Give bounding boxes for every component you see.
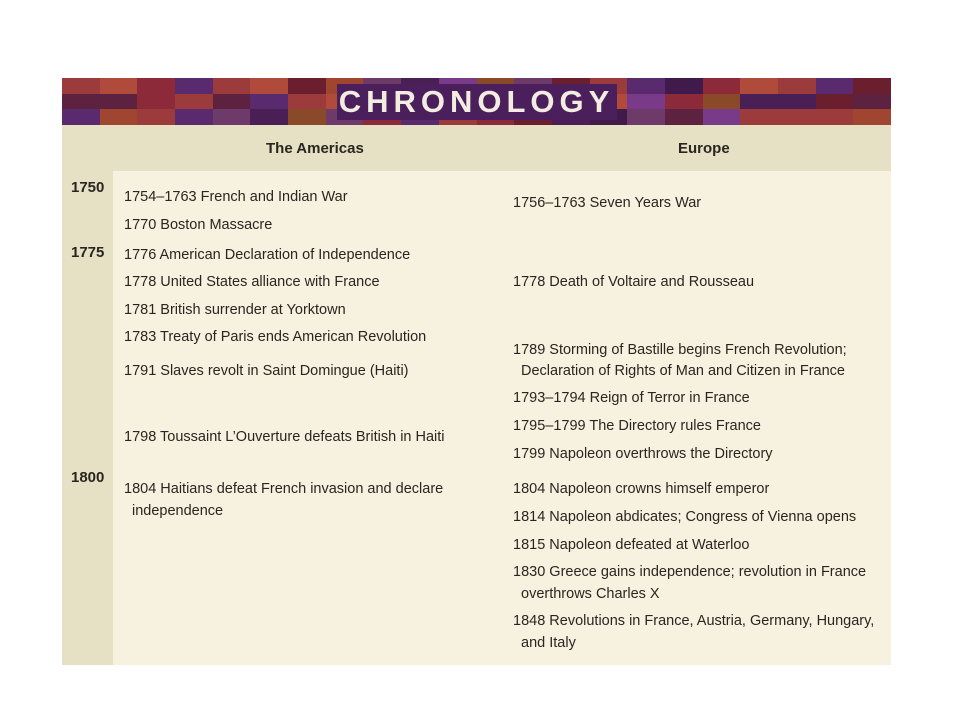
europe-entry: 1815 Napoleon defeated at Waterloo (513, 537, 750, 553)
americas-entry: 1776 American Declaration of Independence (124, 247, 411, 263)
americas-entry: 1778 United States alliance with France (124, 274, 380, 290)
europe-entry: 1756–1763 Seven Years War (513, 195, 702, 211)
europe-entry: and Italy (521, 635, 576, 651)
europe-entry: 1848 Revolutions in France, Austria, Germany, Hungary, (513, 613, 875, 629)
year-marker: 1750 (71, 179, 105, 196)
europe-entry: overthrows Charles X (521, 586, 660, 602)
date-column (62, 125, 113, 665)
americas-entry: 1781 British surrender at Yorktown (124, 302, 346, 318)
americas-entry: 1754–1763 French and Indian War (124, 189, 348, 205)
europe-entry: 1814 Napoleon abdicates; Congress of Vienna opens (513, 509, 857, 525)
column-header-americas: The Americas (266, 140, 364, 157)
europe-entry: 1789 Storming of Bastille begins French Revolution; (513, 342, 847, 358)
europe-entry: 1799 Napoleon overthrows the Directory (513, 446, 773, 462)
americas-entry: 1791 Slaves revolt in Saint Domingue (Haiti) (124, 363, 409, 379)
column-header-row (113, 125, 891, 171)
americas-entry: 1798 Toussaint L’Ouverture defeats British in Haiti (124, 429, 445, 445)
column-header-europe: Europe (678, 140, 730, 157)
europe-entry: 1793–1794 Reign of Terror in France (513, 390, 750, 406)
year-marker: 1775 (71, 244, 105, 261)
americas-entry: 1804 Haitians defeat French invasion and declare (124, 481, 444, 497)
europe-entry: 1804 Napoleon crowns himself emperor (513, 481, 770, 497)
europe-entry: Declaration of Rights of Man and Citizen in France (521, 363, 845, 379)
year-marker: 1800 (71, 469, 105, 486)
europe-entry: 1778 Death of Voltaire and Rousseau (513, 274, 755, 290)
americas-entry: independence (132, 503, 224, 519)
chart-title: CHRONOLOGY (338, 84, 615, 119)
europe-entry: 1795–1799 The Directory rules France (513, 418, 761, 434)
chronology-chart (62, 78, 891, 665)
americas-entry: 1770 Boston Massacre (124, 217, 273, 233)
europe-entry: 1830 Greece gains independence; revolution in France (513, 564, 867, 580)
americas-entry: 1783 Treaty of Paris ends American Revolution (124, 329, 427, 345)
